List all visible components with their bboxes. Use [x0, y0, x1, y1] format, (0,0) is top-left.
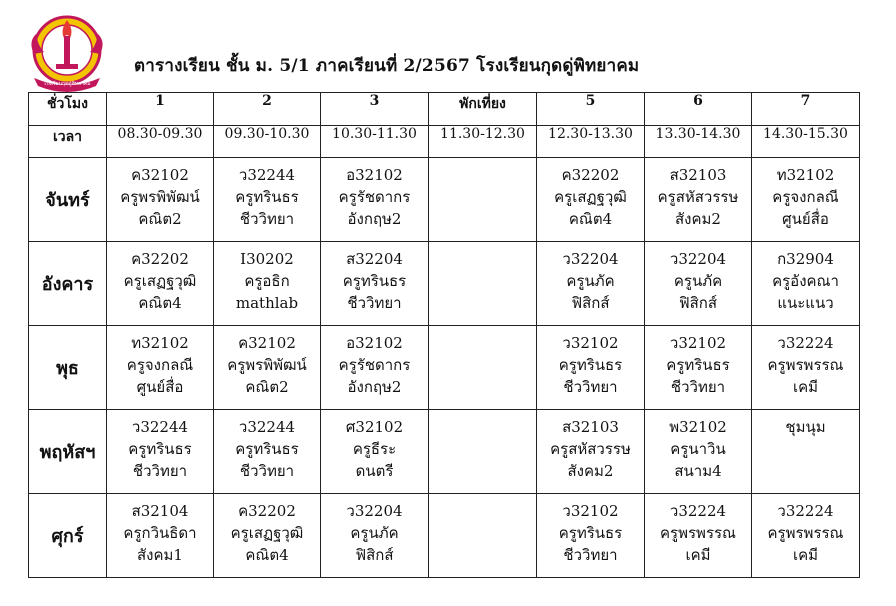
day-row: [29, 410, 860, 494]
period-content: [429, 242, 536, 248]
header-period: 3: [321, 93, 429, 126]
period-content: [645, 158, 751, 230]
teacher-name: ครูอังคณา: [772, 272, 839, 290]
period-content: [537, 242, 644, 314]
subject-name: ศูนย์สื่อ: [136, 378, 184, 396]
teacher-name: ครูทรินธร: [235, 440, 299, 458]
period-content: [107, 242, 213, 314]
period-content: [429, 158, 536, 164]
subject-name: ชีววิทยา: [347, 294, 402, 312]
subject-name: เคมี: [685, 546, 711, 564]
subject-name: ชีววิทยา: [239, 210, 295, 228]
period-cell: [752, 326, 860, 410]
period-content: [752, 410, 859, 438]
period-content: [752, 326, 859, 398]
teacher-name: ครูทรินธร: [558, 524, 623, 542]
period-cell: [321, 242, 429, 326]
subject-name: ฟิสิกส์: [678, 294, 717, 312]
period-cell: [214, 242, 321, 326]
subject-code: ส32103: [562, 418, 619, 436]
subject-name: คณิต4: [245, 546, 289, 564]
period-content: [645, 242, 751, 314]
period-content: [214, 410, 320, 482]
period-cell: [645, 326, 752, 410]
teacher-name: ครูนาวิน: [670, 440, 726, 458]
subject-name: ชีววิทยา: [563, 546, 618, 564]
period-content: [645, 326, 751, 398]
teacher-name: ครูทรินธร: [666, 356, 730, 374]
header-period: 1: [107, 93, 214, 126]
period-content: [645, 410, 751, 482]
day-name: ศุกร์: [29, 494, 107, 578]
period-cell: [537, 242, 645, 326]
teacher-name: ครูนภัค: [566, 272, 615, 290]
period-content: [107, 326, 213, 398]
period-content: [214, 242, 320, 314]
subject-code: ค32202: [238, 502, 296, 520]
period-cell: [537, 158, 645, 242]
subject-name: คณิต4: [138, 294, 182, 312]
subject-code: ว32204: [562, 250, 619, 268]
teacher-name: ครูนภัค: [350, 524, 399, 542]
subject-code: ว32244: [238, 166, 296, 184]
teacher-name: ครูทรินธร: [342, 272, 407, 290]
period-content: [321, 494, 428, 566]
subject-code: ค32102: [131, 166, 189, 184]
header-period: พักเที่ยง: [429, 93, 537, 126]
subject-code: ว32224: [777, 334, 834, 352]
subject-name: ชีววิทยา: [239, 462, 295, 480]
day-name: พฤหัสฯ: [29, 410, 107, 494]
subject-name: ชีววิทยา: [563, 378, 618, 396]
subject-code: ว32102: [562, 334, 619, 352]
period-cell: [214, 326, 321, 410]
period-cell: [645, 494, 752, 578]
subject-code: ค32202: [561, 166, 620, 184]
period-cell: [537, 494, 645, 578]
period-cell: [645, 242, 752, 326]
teacher-name: ครูจงกลณี: [772, 188, 839, 206]
period-content: [537, 158, 644, 230]
subject-code: ว32244: [131, 418, 189, 436]
time-slot: 13.30-14.30: [645, 126, 752, 158]
period-cell: [752, 242, 860, 326]
period-cell: [537, 410, 645, 494]
teacher-name: ครูรัชดากร: [338, 356, 411, 374]
teacher-name: ครูเสฏฐวุฒิ: [554, 188, 627, 206]
period-content: [537, 410, 644, 482]
period-content: [107, 410, 213, 482]
header-period-label: ชั่วโมง: [29, 93, 107, 126]
teacher-name: ครูอธิก: [244, 272, 290, 290]
period-cell: [752, 158, 860, 242]
subject-code: ส32103: [669, 166, 727, 184]
time-slot: 14.30-15.30: [752, 126, 860, 158]
period-content: [752, 494, 859, 566]
teacher-name: ครูเสฏฐวุฒิ: [230, 524, 304, 542]
subject-code: ค32102: [238, 334, 296, 352]
subject-code: ก32904: [777, 250, 834, 268]
school-logo: [26, 12, 108, 92]
header-period: 6: [645, 93, 752, 126]
subject-name: คณิต4: [568, 210, 613, 228]
subject-code: ศ32102: [345, 418, 404, 436]
teacher-name: ครูธีระ: [352, 440, 397, 458]
teacher-name: ครูจงกลณี: [126, 356, 194, 374]
period-content: [429, 326, 536, 332]
subject-name: ชีววิทยา: [670, 378, 726, 396]
teacher-name: ครูเสฏฐวุฒิ: [123, 272, 197, 290]
teacher-name: ครูสหัสวรรษ: [657, 188, 739, 206]
subject-code: ว32102: [562, 502, 619, 520]
period-cell: [214, 494, 321, 578]
subject-name: ดนตรี: [355, 462, 394, 480]
subject-code: ว32244: [238, 418, 296, 436]
teacher-name: ครูทรินธร: [558, 356, 623, 374]
teacher-name: ครูนภัค: [673, 272, 723, 290]
time-slot: 12.30-13.30: [537, 126, 645, 158]
period-cell: [107, 326, 214, 410]
subject-name: สนาม4: [674, 462, 722, 480]
subject-code: ว32204: [669, 250, 727, 268]
period-cell: [752, 410, 860, 494]
period-cell: [107, 158, 214, 242]
period-content: [214, 326, 320, 398]
subject-code: อ32102: [346, 334, 403, 352]
day-row: [29, 158, 860, 242]
subject-name: mathlab: [235, 294, 299, 312]
period-cell: [537, 326, 645, 410]
teacher-name: ครูพรพิพัฒน์: [227, 356, 307, 374]
subject-name: สังคม1: [137, 546, 183, 564]
period-cell: [214, 410, 321, 494]
period-content: [321, 242, 428, 314]
period-cell: [214, 158, 321, 242]
day-row: [29, 242, 860, 326]
time-slot: 10.30-11.30: [321, 126, 429, 158]
period-cell: [321, 494, 429, 578]
period-content: [214, 158, 320, 230]
period-cell: [429, 410, 537, 494]
period-content: [107, 494, 213, 566]
period-content: [214, 494, 320, 566]
period-cell: [429, 158, 537, 242]
subject-name: สังคม2: [675, 210, 721, 228]
period-cell: [645, 158, 752, 242]
period-cell: [752, 494, 860, 578]
subject-code: ว32224: [669, 502, 727, 520]
subject-name: ชีววิทยา: [132, 462, 188, 480]
teacher-name: ครูพรพิพัฒน์: [120, 188, 200, 206]
subject-name: เคมี: [792, 546, 819, 564]
period-content: [429, 494, 536, 500]
period-content: [537, 494, 644, 566]
subject-code: ค32202: [131, 250, 189, 268]
time-row: [29, 126, 860, 158]
teacher-name: ครูทรินธร: [128, 440, 192, 458]
teacher-name: ครูรัชดากร: [338, 188, 411, 206]
time-slot: 11.30-12.30: [429, 126, 537, 158]
day-row: [29, 494, 860, 578]
period-cell: [429, 494, 537, 578]
subject-name: อังกฤษ2: [347, 210, 402, 228]
day-name: พุธ: [29, 326, 107, 410]
period-cell: [321, 326, 429, 410]
subject-name: ฟิสิกส์: [355, 546, 394, 564]
header-row: [29, 93, 860, 126]
time-label: เวลา: [29, 126, 107, 158]
activity-name: ชุมนุม: [785, 418, 826, 436]
subject-code: ส32104: [131, 502, 189, 520]
subject-name: ฟิสิกส์: [571, 294, 610, 312]
subject-code: ท32102: [776, 166, 835, 184]
header-period: 2: [214, 93, 321, 126]
subject-code: ว32224: [777, 502, 834, 520]
subject-name: คณิต2: [245, 378, 289, 396]
day-name: จันทร์: [29, 158, 107, 242]
period-content: [321, 410, 428, 482]
subject-code: ส32204: [346, 250, 403, 268]
subject-name: อังกฤษ2: [347, 378, 402, 396]
period-content: [429, 410, 536, 416]
header-period: 5: [537, 93, 645, 126]
period-cell: [321, 158, 429, 242]
teacher-name: ครูกวินธิดา: [123, 524, 197, 542]
period-content: [107, 158, 213, 230]
timetable: [28, 92, 860, 578]
period-content: [321, 326, 428, 398]
period-content: [645, 494, 751, 566]
day-row: [29, 326, 860, 410]
period-cell: [429, 326, 537, 410]
subject-name: เคมี: [792, 378, 819, 396]
subject-name: ศูนย์สื่อ: [782, 210, 829, 228]
logo-caption: โรงเรียนกุดดู่พิทยาคม: [43, 81, 91, 87]
time-slot: 09.30-10.30: [214, 126, 321, 158]
time-slot: 08.30-09.30: [107, 126, 214, 158]
subject-name: แนะแนว: [777, 294, 834, 312]
period-cell: [107, 242, 214, 326]
header-period: 7: [752, 93, 860, 126]
subject-code: พ32102: [669, 418, 727, 436]
period-cell: [107, 410, 214, 494]
period-content: [752, 158, 859, 230]
subject-code: I30202: [240, 250, 294, 268]
period-cell: [321, 410, 429, 494]
subject-code: ว32102: [669, 334, 727, 352]
day-name: อังคาร: [29, 242, 107, 326]
period-content: [752, 242, 859, 314]
period-cell: [429, 242, 537, 326]
teacher-name: ครูพรพรรณ: [767, 524, 844, 542]
teacher-name: ครูทรินธร: [235, 188, 299, 206]
subject-code: อ32102: [346, 166, 403, 184]
period-cell: [107, 494, 214, 578]
teacher-name: ครูสหัสวรรษ: [550, 440, 631, 458]
subject-name: สังคม2: [567, 462, 614, 480]
subject-code: ท32102: [131, 334, 189, 352]
teacher-name: ครูพรพรรณ: [660, 524, 736, 542]
period-content: [537, 326, 644, 398]
subject-code: ว32204: [346, 502, 403, 520]
period-content: [321, 158, 428, 230]
teacher-name: ครูพรพรรณ: [767, 356, 844, 374]
page-title: ตารางเรียน ชั้น ม. 5/1 ภาคเรียนที่ 2/2567 โรงเรียนกุดดู่พิทยาคม: [134, 56, 640, 76]
subject-name: คณิต2: [138, 210, 182, 228]
period-cell: [645, 410, 752, 494]
